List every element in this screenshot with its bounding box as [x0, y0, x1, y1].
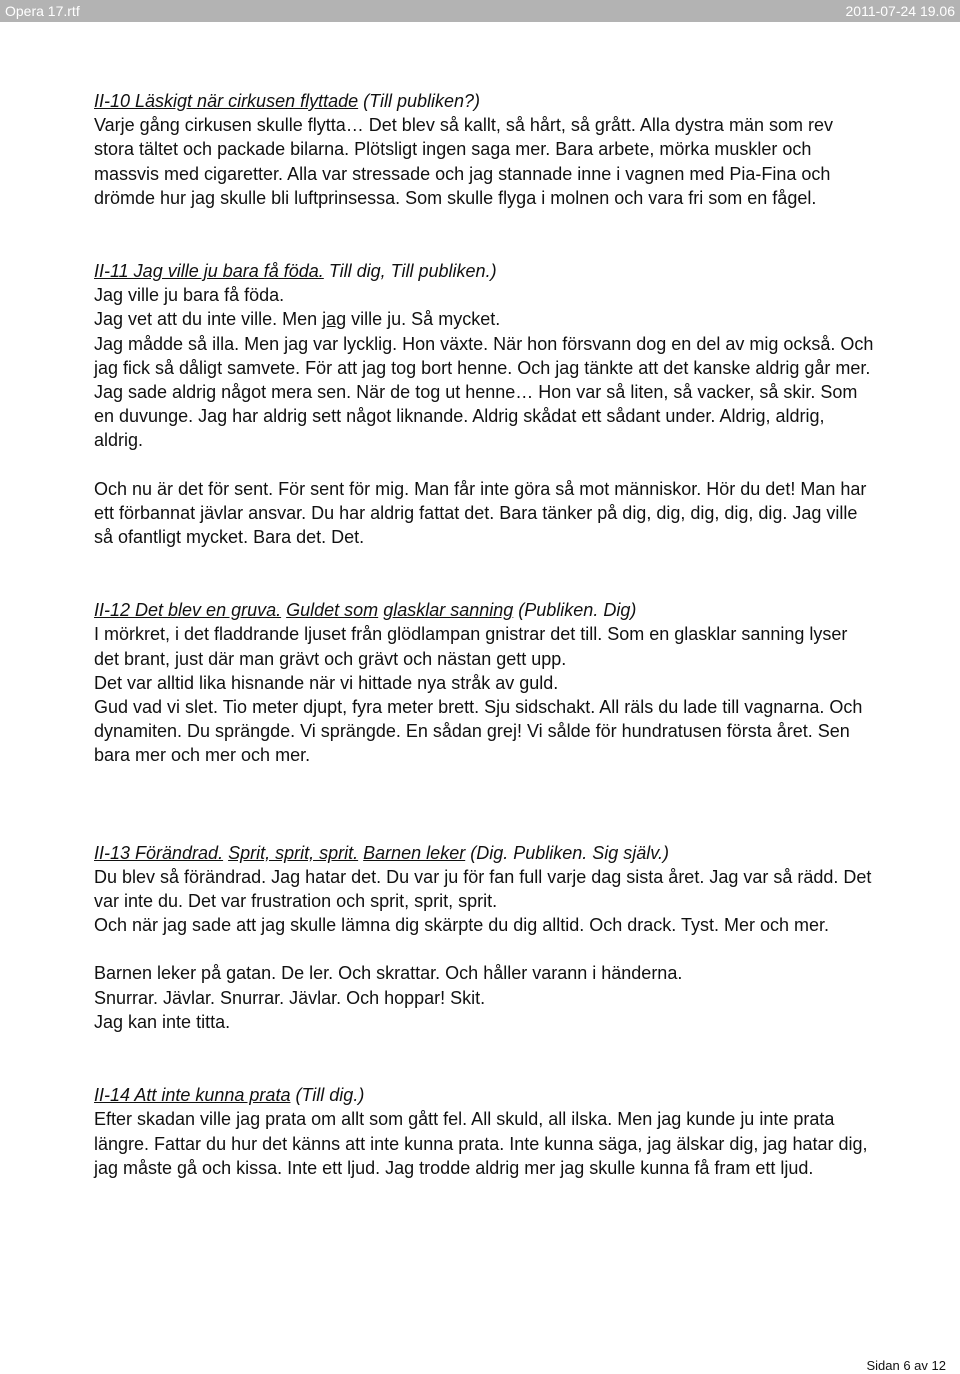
text-run-underlined: jag	[322, 309, 347, 330]
paragraph: I mörkret, i det fladdrande ljuset från glödlampan gnistrar det till. Som en glasklar sanning lyser det brant, just där man grävt och grävt och nästan gett upp.	[94, 624, 848, 669]
document-body	[94, 89, 874, 1180]
heading-title: II-13 Förändrad.	[94, 842, 224, 863]
heading-title-part: Barnen leker	[363, 842, 466, 863]
heading-note: (Dig. Publiken. Sig själv.)	[470, 842, 669, 863]
window-title-bar	[0, 0, 960, 22]
paragraph-line: Jag kan inte titta.	[94, 1011, 231, 1032]
heading-note: (Publiken. Dig)	[518, 600, 637, 621]
heading-title: II-11 Jag ville ju bara få föda.	[94, 261, 324, 282]
text-run: Jag vet att du inte ville. Men	[94, 309, 323, 330]
paragraph: Jag mådde så illa. Men jag var lycklig. Hon växte. När hon försvann dog en del av mig också. Och jag fick så dåligt samvete. För att jag tog bort henne. Och jag tänkte att det kanske aldrig går mer. Jag sade aldrig något mera sen. När de tog ut henne… Hon var så liten, så vacker, så skir. Som en duvunge. Jag har aldrig sett något liknande. Aldrig skådat ett sådant under. Aldrig, aldrig, aldrig.	[94, 333, 874, 451]
heading-note: Till dig, Till publiken.)	[328, 261, 497, 282]
document-filename: Opera 17.rtf	[5, 3, 80, 19]
text-run: ville ju. Så mycket.	[346, 309, 501, 330]
heading-title-part: Guldet som	[286, 600, 379, 621]
paragraph-line: Jag ville ju bara få föda.	[94, 285, 285, 306]
heading-title: II-14 Att inte kunna prata	[94, 1085, 291, 1106]
heading-title-part: Sprit, sprit, sprit.	[228, 842, 359, 863]
paragraph-line: Barnen leker på gatan. De ler. Och skrattar. Och håller varann i händerna.	[94, 963, 683, 984]
paragraph: Varje gång cirkusen skulle flytta… Det blev så kallt, så hårt, så grått. Alla dystra män som rev stora tältet och packade bilarna. Plötsligt ingen saga mer. Bara arbete, mörka muskler och massvis med cigaretter. Alla var stressade och jag stannade inne i vagnen med Pia-Fina och drömde hur jag skulle bli luftprinsessa. Som skulle flyga i molnen och vara fri som en fågel.	[94, 115, 833, 208]
paragraph: Det var alltid lika hisnande när vi hittade nya stråk av guld.	[94, 672, 559, 693]
section-heading	[94, 841, 874, 865]
heading-title: II-12 Det blev en gruva.	[94, 600, 282, 621]
section-heading	[94, 598, 874, 622]
heading-title: II-10 Läskigt när cirkusen flyttade	[94, 91, 359, 111]
paragraph: Du blev så förändrad. Jag hatar det. Du var ju för fan full varje dag sista året. Jag var så rädd. Det var inte du. Det var frustration och sprit, sprit, sprit.	[94, 866, 872, 912]
paragraph: Efter skadan ville jag prata om allt som gått fel. All skuld, all ilska. Men jag kunde ju inte prata längre. Fattar du hur det känns att inte kunna prata. Inte kunna säga, jag älskar dig, jag hatar dig, jag måste gå och kissa. Inte ett ljud. Jag trodde aldrig mer jag skulle kunna få fram ett ljud.	[94, 1109, 868, 1178]
section-ii-14	[94, 1083, 874, 1180]
paragraph: Gud vad vi slet. Tio meter djupt, fyra meter brett. Sju sidschakt. All räls du lade till vagnarna. Och dynamiten. Du sprängde. Vi sprängde. En sådan grej! Vi sålde för hundratusen första året. Sen bara mer och mer och mer.	[94, 697, 863, 766]
section-ii-10	[94, 89, 874, 210]
paragraph: Och nu är det för sent. För sent för mig. Man får inte göra så mot människor. Hör du det! Man har ett förbannat jävlar ansvar. Du har aldrig fattat det. Bara tänker på dig, dig, dig, dig, dig. Jag ville så ofantligt mycket. Bara det. Det.	[94, 478, 867, 548]
section-heading	[94, 259, 874, 283]
heading-title-part: glasklar sanning	[383, 600, 514, 621]
page-number: Sidan 6 av 12	[866, 1358, 946, 1373]
section-heading	[94, 89, 874, 113]
paragraph: Och när jag sade att jag skulle lämna dig skärpte du dig alltid. Och drack. Tyst. Mer och mer.	[94, 915, 830, 936]
document-timestamp: 2011-07-24 19.06	[845, 3, 955, 19]
heading-note: (Till publiken?)	[363, 91, 481, 111]
paragraph-line: Snurrar. Jävlar. Snurrar. Jävlar. Och hoppar! Skit.	[94, 987, 486, 1008]
section-ii-12	[94, 598, 874, 767]
section-ii-11	[94, 259, 874, 549]
paragraph-line	[94, 307, 874, 331]
section-heading	[94, 1083, 874, 1107]
heading-note: (Till dig.)	[295, 1085, 365, 1106]
section-ii-13	[94, 841, 874, 1034]
